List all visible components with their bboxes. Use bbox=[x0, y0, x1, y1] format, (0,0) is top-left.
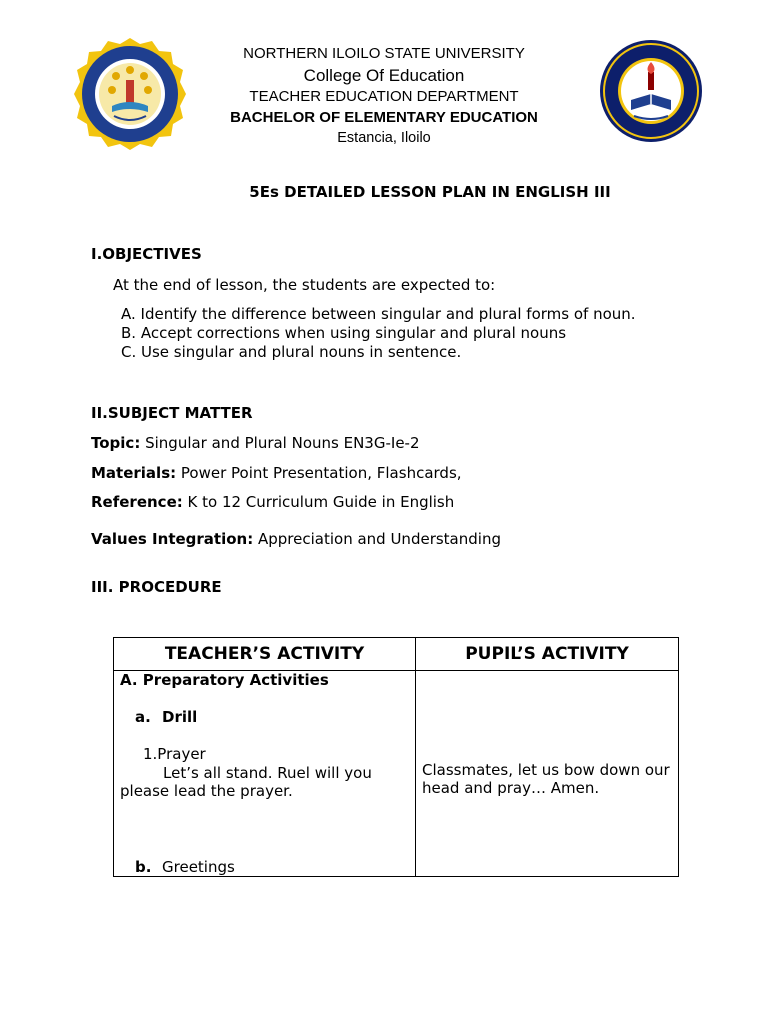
prayer-instruction-line: please lead the prayer. bbox=[120, 782, 293, 800]
program-name: BACHELOR OF ELEMENTARY EDUCATION bbox=[230, 109, 538, 126]
greetings-marker: b. bbox=[135, 858, 152, 876]
drill-marker: a. bbox=[135, 708, 151, 726]
materials-value: Power Point Presentation, Flashcards, bbox=[176, 464, 462, 482]
university-name: NORTHERN ILOILO STATE UNIVERSITY bbox=[243, 45, 525, 62]
objective-item: A. Identify the difference between singular and plural forms of noun. bbox=[121, 305, 636, 323]
values-label: Values Integration: bbox=[91, 530, 254, 548]
subject-matter-heading: II.SUBJECT MATTER bbox=[91, 404, 253, 422]
objectives-intro: At the end of lesson, the students are expected to: bbox=[113, 276, 496, 294]
values-value: Appreciation and Understanding bbox=[253, 530, 501, 548]
department-name: TEACHER EDUCATION DEPARTMENT bbox=[249, 88, 519, 105]
reference-label: Reference: bbox=[91, 493, 183, 511]
topic-label: Topic: bbox=[91, 434, 141, 452]
topic-line bbox=[91, 434, 420, 452]
objective-item: C. Use singular and plural nouns in sentence. bbox=[121, 343, 462, 361]
college-name: College Of Education bbox=[303, 66, 465, 85]
greetings-label: Greetings bbox=[162, 858, 235, 876]
objectives-heading: I.OBJECTIVES bbox=[91, 245, 202, 263]
pupil-response-line: Classmates, let us bow down our bbox=[422, 761, 670, 779]
drill-label: Drill bbox=[162, 708, 198, 726]
lesson-plan-title: 5Es DETAILED LESSON PLAN IN ENGLISH III bbox=[249, 183, 611, 201]
objective-item: B. Accept corrections when using singular and plural nouns bbox=[121, 324, 567, 342]
prayer-label: 1.Prayer bbox=[143, 745, 206, 763]
pupil-response-line: head and pray… Amen. bbox=[422, 779, 600, 797]
pupil-activity-header: PUPIL’S ACTIVITY bbox=[416, 638, 679, 671]
pupil-activity-cell bbox=[416, 671, 679, 877]
preparatory-activities-heading: A. Preparatory Activities bbox=[120, 671, 329, 689]
procedure-heading: III. PROCEDURE bbox=[91, 578, 222, 596]
materials-line bbox=[91, 464, 462, 482]
values-line bbox=[91, 530, 501, 548]
procedure-table bbox=[113, 637, 679, 877]
teacher-activity-cell bbox=[114, 671, 416, 877]
reference-line bbox=[91, 493, 454, 511]
teacher-activity-header: TEACHER’S ACTIVITY bbox=[114, 638, 416, 671]
topic-value: Singular and Plural Nouns EN3G-Ie-2 bbox=[140, 434, 420, 452]
reference-value: K to 12 Curriculum Guide in English bbox=[182, 493, 455, 511]
materials-label: Materials: bbox=[91, 464, 177, 482]
campus-location: Estancia, Iloilo bbox=[337, 130, 431, 146]
prayer-instruction-line: Let’s all stand. Ruel will you bbox=[163, 764, 372, 782]
